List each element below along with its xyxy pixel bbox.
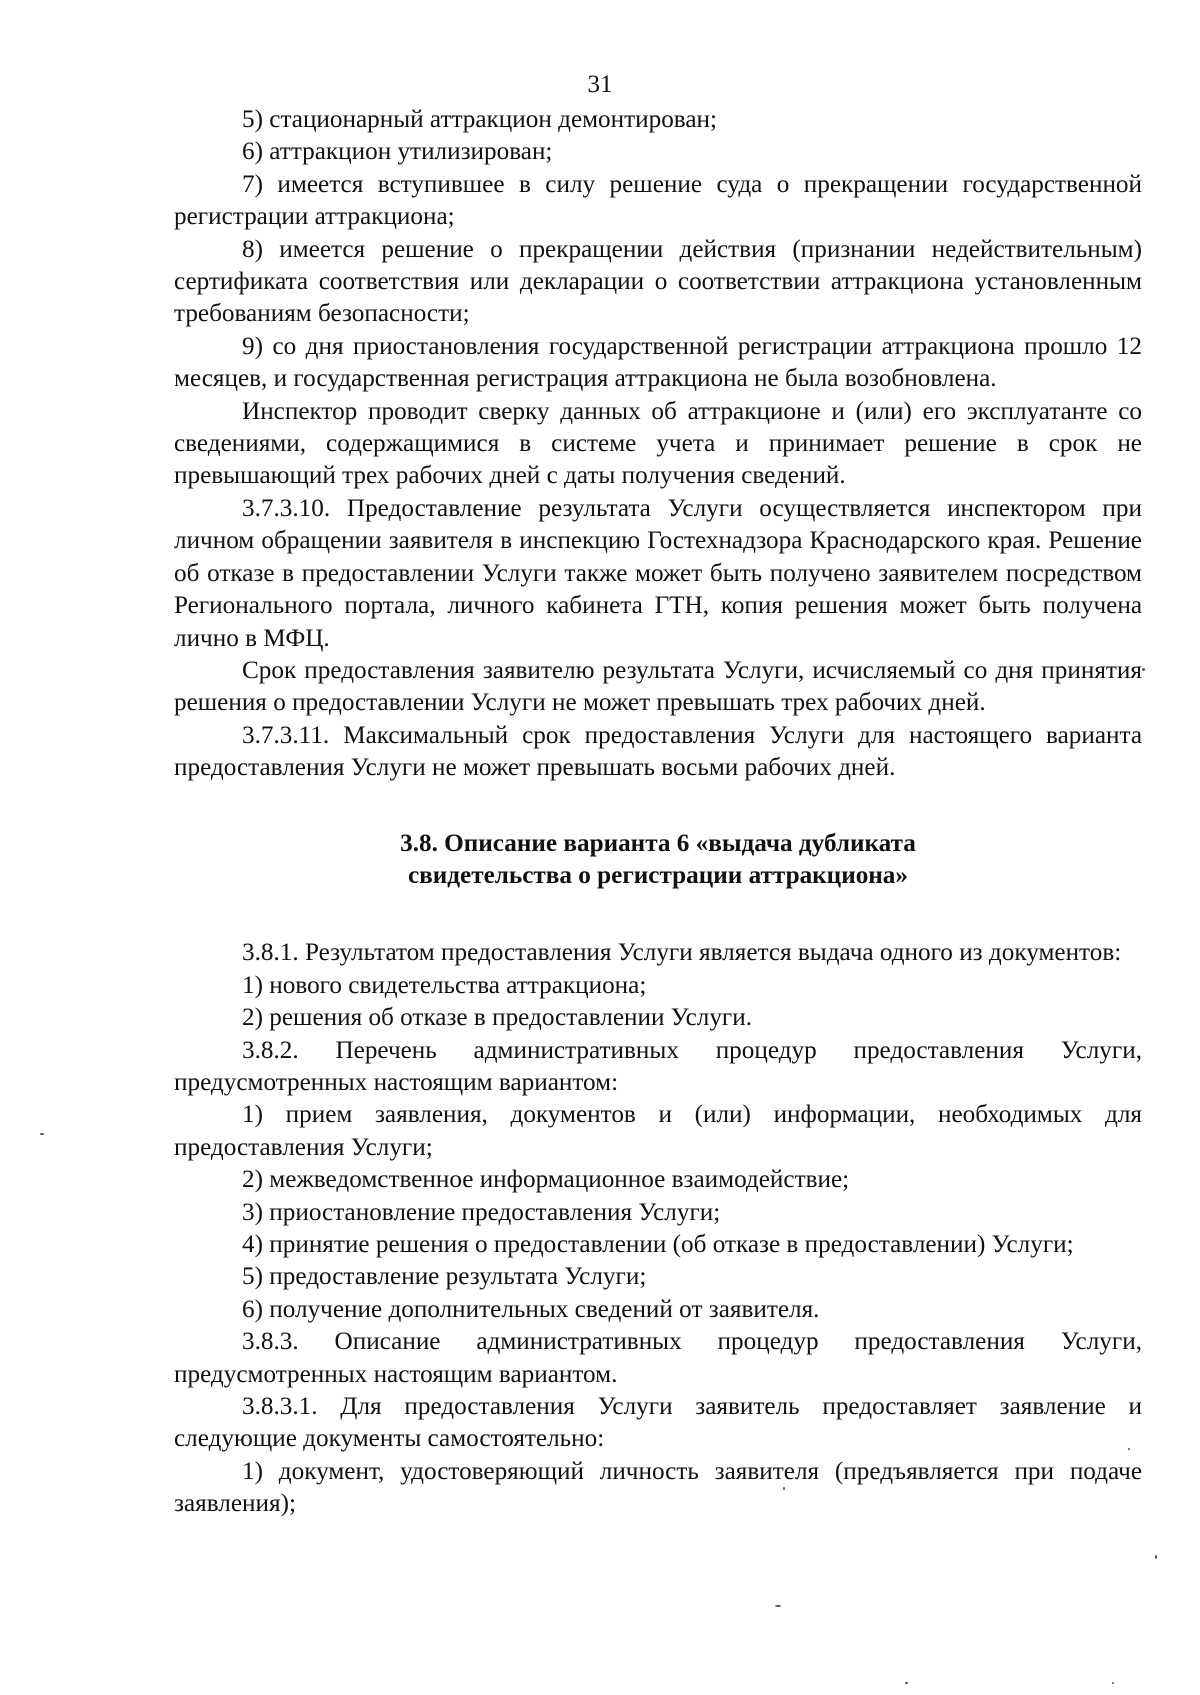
section-heading-line-2: свидетельства о регистрации аттракциона»: [407, 861, 908, 889]
paragraph: 3.8.3. Описание административных процедур предоставления Услуги, предусмотренных настоящим вариантом.: [174, 1328, 1142, 1388]
scan-speck: [1142, 668, 1145, 671]
scan-speck: [1112, 1682, 1114, 1684]
document-body: [174, 104, 1142, 1521]
list-item: 3) приостановление предоставления Услуги;: [242, 1198, 721, 1226]
list-item: 1) прием заявления, документов и (или) информации, необходимых для предоставления Услуги;: [174, 1101, 1142, 1161]
list-item: 6) аттракцион утилизирован;: [242, 138, 553, 166]
list-item: 2) решения об отказе в предоставлении Услуги.: [242, 1004, 753, 1032]
paragraph: Инспектор проводит сверку данных об аттракционе и (или) его эксплуатанте со сведениями, содержащимися в системе учета и принимает решение в срок не превышающий трех рабочих дней с даты получения сведений.: [174, 397, 1142, 490]
list-item: 5) предоставление результата Услуги;: [242, 1263, 647, 1291]
list-item: 8) имеется решение о прекращении действия (признании недействительным) сертификата соответствия или декларации о соответствии аттракциона установленным требованиям безопасности;: [174, 235, 1142, 328]
paragraph: 3.8.2. Перечень административных процедур предоставления Услуги, предусмотренных настоящим вариантом:: [174, 1036, 1142, 1096]
list-item: 1) нового свидетельства аттракциона;: [242, 971, 647, 999]
scan-speck: [1155, 1555, 1157, 1559]
paragraph: 3.7.3.10. Предоставление результата Услуги осуществляется инспектором при личном обращении заявителя в инспекцию Гостехнадзора Краснодарского края. Решение об отказе в предоставлении Услуги также может быть получено заявителем посредством Регионального портала, личного кабинета ГТН, копия решения может быть получена лично в МФЦ.: [174, 494, 1142, 652]
page-number: 31: [587, 71, 613, 98]
section-heading: [174, 828, 1142, 893]
list-item: 9) со дня приостановления государственной регистрации аттракциона прошло 12 месяцев, и государственная регистрация аттракциона не была возобновлена.: [174, 332, 1142, 393]
list-item: 7) имеется вступившее в силу решение суда о прекращении государственной регистрации аттракциона;: [174, 170, 1142, 231]
list-item: 4) принятие решения о предоставлении (об отказе в предоставлении) Услуги;: [242, 1231, 1074, 1258]
scan-speck: [775, 1605, 781, 1607]
paragraph: 3.7.3.11. Максимальный срок предоставления Услуги для настоящего варианта предоставления Услуги не может превышать восьми рабочих дней.: [174, 721, 1142, 782]
scan-speck: [905, 1682, 908, 1684]
paragraph: Срок предоставления заявителю результата Услуги, исчисляемый со дня принятия решения о предоставлении Услуги не может превышать трех рабочих дней.: [174, 656, 1142, 717]
scan-speck: [40, 1133, 44, 1135]
list-item: 5) стационарный аттракцион демонтирован;: [242, 106, 718, 133]
list-item: 2) межведомственное информационное взаимодействие;: [242, 1166, 850, 1194]
scan-speck: [1128, 1448, 1130, 1450]
list-item: 1) документ, удостоверяющий личность заявителя (предъявляется при подаче заявления);: [174, 1457, 1142, 1518]
scan-speck: [783, 1487, 785, 1490]
paragraph: 3.8.1. Результатом предоставления Услуги является выдача одного из документов:: [242, 939, 1122, 967]
list-item: 6) получение дополнительных сведений от заявителя.: [242, 1295, 820, 1323]
paragraph: 3.8.3.1. Для предоставления Услуги заявитель предоставляет заявление и следующие документы самостоятельно:: [174, 1393, 1142, 1453]
section-heading-line-1: 3.8. Описание варианта 6 «выдача дубликата: [400, 829, 916, 857]
